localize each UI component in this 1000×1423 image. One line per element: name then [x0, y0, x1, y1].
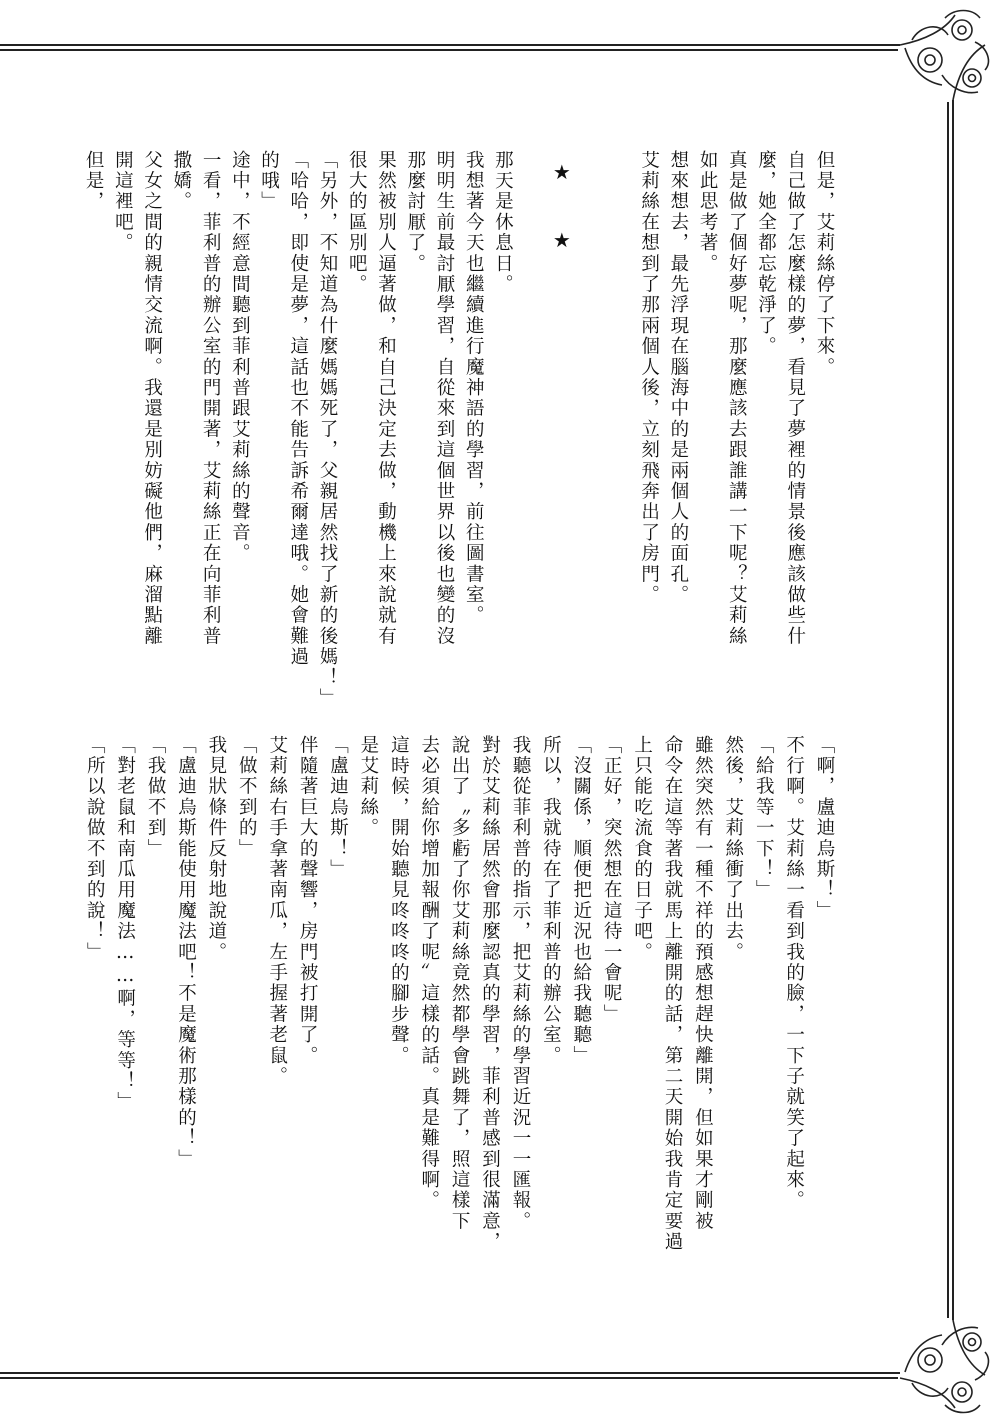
text-column: 明明生前最討厭學習，自從來到這個世界以後也變的沒 [433, 150, 455, 647]
text-column: 麼，她全都忘乾淨了。 [755, 150, 777, 357]
text-column: 「對老鼠和南瓜用魔法……啊，等等！」 [114, 735, 136, 1113]
text-column: 真是做了個好夢呢，那麼應該去跟誰講一下呢？艾莉絲 [726, 150, 748, 647]
text-column: 那天是休息日。 [492, 150, 514, 295]
text-column: 自己做了怎麼樣的夢，看見了夢裡的情景後應該做些什 [784, 150, 806, 647]
corner-ornament-bottom [900, 1320, 988, 1413]
text-column: 途中，不經意間聽到菲利普跟艾莉絲的聲音。 [229, 150, 251, 564]
text-column: 命令在這等著我就馬上離開的話，第二天開始我肯定要過 [661, 735, 683, 1253]
text-column: 是艾莉絲。 [357, 735, 379, 839]
text-column: 伴隨著巨大的聲響，房門被打開了。 [297, 735, 319, 1067]
text-column: 上只能吃流食的日子吧。 [631, 735, 653, 963]
text-column: 「做不到的」 [236, 735, 258, 860]
blank-column [518, 150, 547, 710]
blank-column [606, 150, 635, 710]
text-column: 「盧迪烏斯能使用魔法吧！不是魔術那樣的！」 [175, 735, 197, 1170]
text-column: 那麼討厭了。 [404, 150, 426, 275]
text-column: 「沒關係，順便把近況也給我聽聽」 [570, 735, 592, 1067]
text-column: 雖然突然有一種不祥的預感想趕快離開，但如果才剛被 [692, 735, 714, 1232]
text-column: 不行啊。艾莉絲一看到我的臉，一下子就笑了起來。 [783, 735, 805, 1212]
text-column: 果然被別人逼著做，和自己決定去做，動機上來說就有 [375, 150, 397, 647]
text-column: 艾莉絲右手拿著南瓜，左手握著老鼠。 [266, 735, 288, 1087]
text-column: 去必須給你增加報酬了呢〞這樣的話。真是難得啊。 [418, 735, 440, 1212]
text-column: 「給我等一下！」 [753, 735, 775, 901]
text-column: 我聽從菲利普的指示，把艾莉絲的學習近況一一匯報。 [509, 735, 531, 1232]
text-column: 很大的區別吧。 [346, 150, 368, 295]
text-column: 對於艾莉絲居然會那麼認真的學習，菲利普感到很滿意， [479, 735, 501, 1253]
text-column: 如此思考著。 [697, 150, 719, 275]
text-column: 但是， [83, 150, 105, 213]
text-column: 這時候，開始聽見咚咚咚的腳步聲。 [388, 735, 410, 1067]
text-column: 「所以說做不到的說！」 [84, 735, 106, 963]
blank-column [577, 150, 606, 710]
text-column: 「我做不到」 [145, 735, 167, 860]
lower-text-block [80, 735, 840, 1295]
corner-ornament-top [900, 11, 988, 101]
text-column: 所以，我就待在了菲利普的辦公室。 [540, 735, 562, 1067]
text-column: 「另外，不知道為什麼媽媽死了，父親居然找了新的後媽！」 [317, 150, 339, 709]
text-column: 「盧迪烏斯！」 [327, 735, 349, 880]
text-column: 說出了〝多虧了你艾莉絲竟然都學會跳舞了，照這樣下 [449, 735, 471, 1232]
text-column: 開這裡吧。 [112, 150, 134, 254]
text-column: 撒嬌。 [170, 150, 192, 213]
text-column: 我想著今天也繼續進行魔神語的學習，前往圖書室。 [463, 150, 485, 627]
text-column: 「正好，突然想在這待一會呢」 [601, 735, 623, 1025]
text-column: 「啊，盧迪烏斯！」 [814, 735, 835, 922]
text-column: 父女之間的親情交流啊。我還是別妨礙他們，麻溜點離 [141, 150, 163, 647]
scene-break-stars: ★ ★ [549, 160, 574, 262]
upper-text-block [80, 150, 840, 710]
text-column: 然後，艾莉絲衝了出去。 [722, 735, 744, 963]
text-column: 但是，艾莉絲停了下來。 [814, 150, 835, 378]
text-column: 艾莉絲在想到了那兩個人後，立刻飛奔出了房門。 [638, 150, 660, 606]
text-column: 一看，菲利普的辦公室的門開著，艾莉絲正在向菲利普 [200, 150, 222, 647]
text-column: 「哈哈，即使是夢，這話也不能告訴希爾達哦。她會難過 [287, 150, 309, 668]
text-column: 想來想去，最先浮現在腦海中的是兩個人的面孔。 [667, 150, 689, 606]
text-column: 的哦」 [258, 150, 280, 213]
text-column: 我見狀條件反射地說道。 [205, 735, 227, 963]
